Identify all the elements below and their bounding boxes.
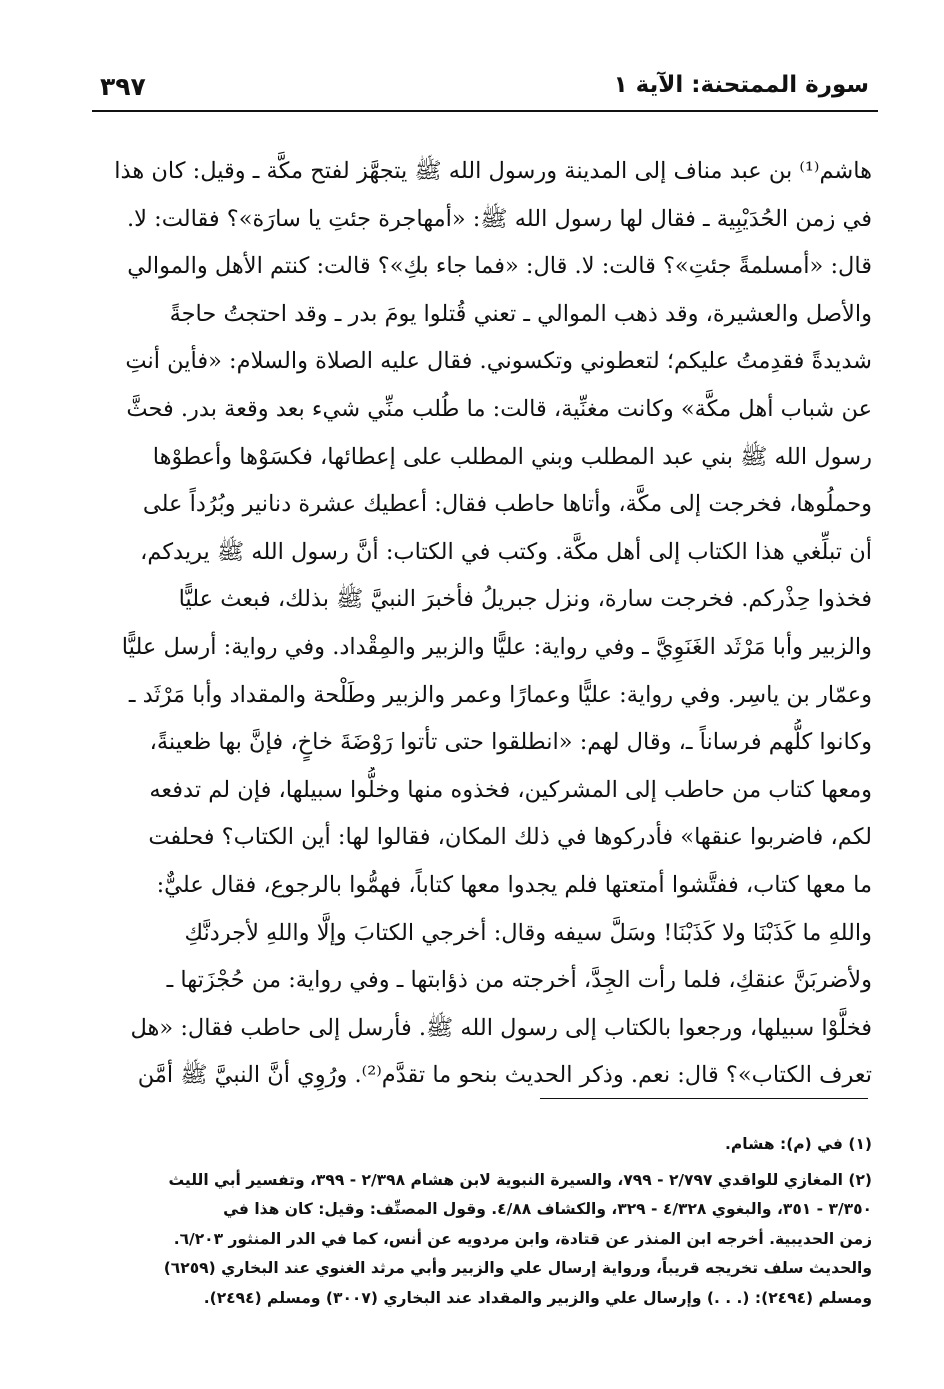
text-line: وكانوا كلُّهم فرساناً ـ، وقال لهم: «انطلقوا حتى تأتوا رَوْضَةَ خاخٍ، فإنَّ بها ظعينةً، [149, 729, 872, 756]
footnote-line: ٣/٣٥٠ - ٣٥١، والبغوي ٤/٣٢٨ - ٣٢٩، والكشاف ٤/٨٨. وقول المصنِّف: وقيل: كان هذا في [223, 1200, 872, 1219]
footnote-line: ومسلم (٢٤٩٤): (. . .) وإرسال علي والزبير والمقداد عند البخاري (٣٠٠٧) ومسلم (٢٤٩٤). [203, 1288, 872, 1307]
text-line: وعمّار بن ياسِر. وفي رواية: عليًّا وعمارًا وعمر والزبير وطَلْحة والمقداد وأبا مَرْثَد ـ [128, 681, 872, 708]
main-text [72, 148, 872, 1100]
page-number: ٣٩٧ [100, 72, 146, 101]
footnote-line: زمن الحديبية. أخرجه ابن المنذر عن قتادة، وابن مردويه عن أنس، كما في الدر المنثور ٦/٢٠٣. [173, 1229, 872, 1248]
header-divider [92, 110, 878, 112]
text-line: عن شباب أهل مكَّة» وكانت مغنِّية، قالت: ما طُلب منِّي شيء بعد وقعة بدر. فحثَّ [126, 395, 872, 422]
text-line: فخذوا حِذْركم. فخرجت سارة، ونزل جبريلُ فأخبرَ النبيَّ ﷺ بذلك، فبعث عليًّا [178, 586, 872, 613]
text-line: ما معها كتاب، ففتَّشوا أمتعتها فلم يجدوا معها كتاباً، فهمُّوا بالرجوع، فقال عليٌّ: [156, 871, 872, 898]
text-line: والزبير وأبا مَرْثَد الغَنَوِيَّ ـ وفي رواية: عليًّا والزبير والمِقْداد. وفي رواية: أرسل عليًّا [121, 633, 872, 660]
text-line: والأصل والعشيرة، وقد ذهب الموالي ـ تعني قُتلوا يومَ بدر ـ وقد احتجتُ حاجةً [169, 300, 872, 327]
text-line: لكم، فاضربوا عنقها» فأدركوها في ذلك المكان، فقالوا لها: أين الكتاب؟ فحلفت [148, 824, 872, 851]
text-line: ولأضربَنَّ عنقكِ، فلما رأت الجِدَّ، أخرجته من ذؤابتها ـ وفي رواية: من حُجْزَتها ـ [166, 967, 872, 994]
text-line: قال: «أمسلمةً جئتِ»؟ قالت: لا. قال: «فما جاء بكِ»؟ قالت: كنتم الأهل والموالي [127, 253, 872, 280]
text-line: تعرف الكتاب»؟ قال: نعم. وذكر الحديث بنحو ما تقدَّم⁽²⁾. ورُوِي أنَّ النبيَّ ﷺ أمَّن [137, 1062, 872, 1089]
footnotes [72, 1130, 872, 1314]
footnote-line: (١) في (م): هشام. [725, 1135, 872, 1153]
footnote-line: (٢) المغازي للواقدي ٢/٧٩٧ - ٧٩٩، والسيرة النبوية لابن هشام ٢/٣٩٨ - ٣٩٩، وتفسير أبي الليث [168, 1170, 872, 1189]
footnote-divider [540, 1098, 868, 1099]
text-line: في زمن الحُدَيْبِية ـ فقال لها رسول الله ﷺ: «أمهاجرة جئتِ يا سارَة»؟ فقالت: لا. [126, 205, 872, 232]
text-line: فخلَّوْا سبيلها، ورجعوا بالكتاب إلى رسول الله ﷺ. فأرسل إلى حاطب فقال: «هل [130, 1014, 872, 1041]
text-line: أن تبلِّغي هذا الكتاب إلى أهل مكَّة. وكتب في الكتاب: أنَّ رسول الله ﷺ يريدكم، [140, 538, 872, 565]
text-line: واللهِ ما كَذَبْنَا ولا كَذَبْنَا! وسَلَّ سيفه وقال: أخرجي الكتابَ وإلَّا واللهِ لأجردنَّكِ [184, 919, 872, 946]
text-line: هاشم⁽¹⁾ بن عبد مناف إلى المدينة ورسول الله ﷺ يتجهَّز لفتح مكَّة ـ وقيل: كان هذا [114, 158, 872, 184]
text-line: ومعها كتاب من حاطب إلى المشركين، فخذوه منها وخلُّوا سبيلها، فإن لم تدفعه [149, 776, 872, 803]
running-header-title: سورة الممتحنة: الآية ١ [613, 72, 869, 98]
footnote-line: والحديث سلف تخريجه قريباً، ورواية إرسال علي والزبير وأبي مرثد الغنوي عند البخاري (٦٢٥٩) [163, 1259, 872, 1278]
text-line: رسول الله ﷺ بني عبد المطلب وبني المطلب على إعطائها، فكسَوْها وأعطوْها [152, 443, 872, 470]
text-line: شديدةً فقدِمتُ عليكم؛ لتعطوني وتكسوني. فقال عليه الصلاة والسلام: «فأين أنتِ [125, 348, 872, 375]
text-line: وحملُوها، فخرجت إلى مكَّة، وأتاها حاطب فقال: أعطيك عشرة دنانير وبُرُداً على [142, 491, 872, 518]
